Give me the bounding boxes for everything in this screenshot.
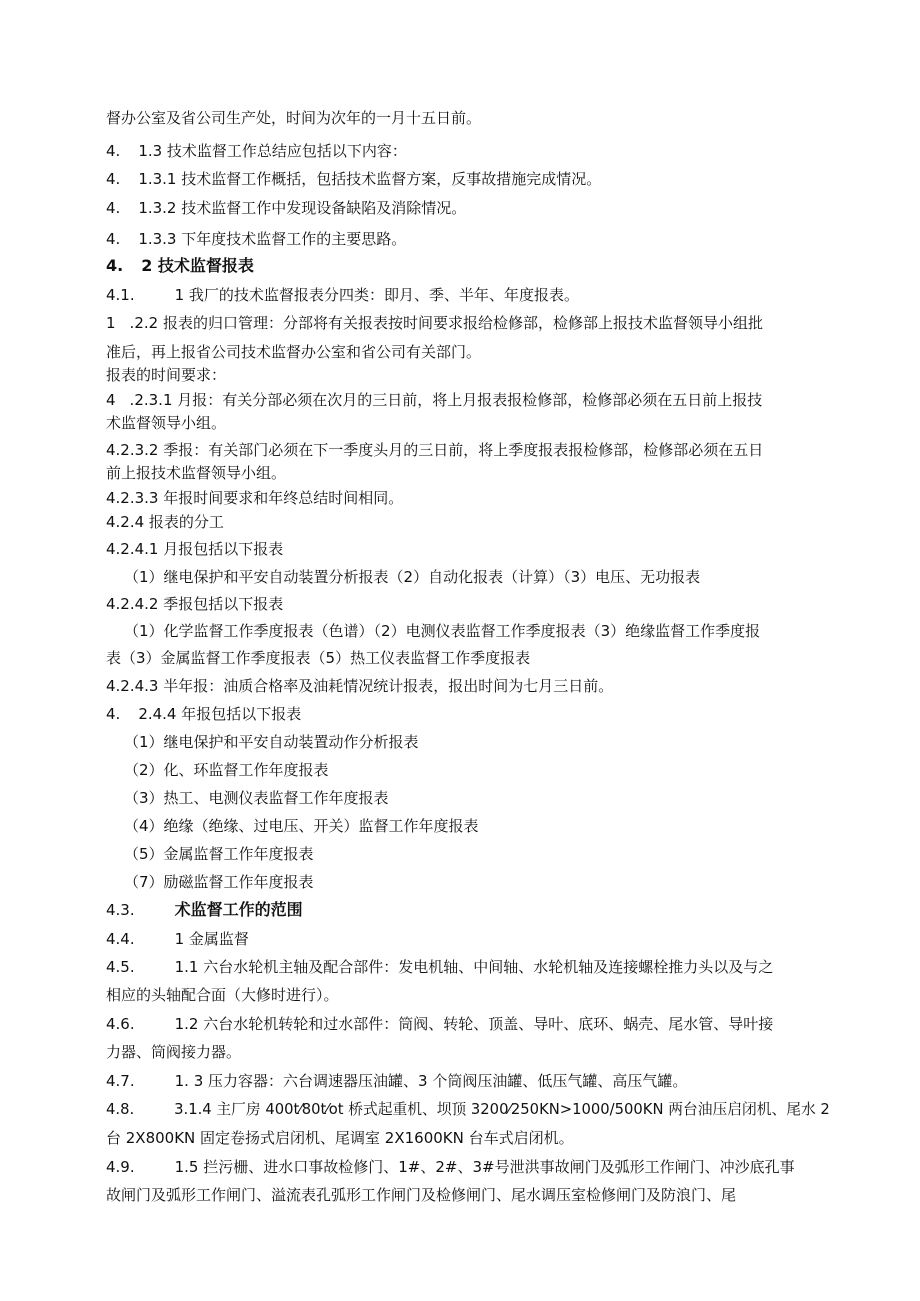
- line-5: 4. 1.3.3 下年度技术监督工作的主要思路。: [106, 230, 407, 248]
- line-14: 前上报技术监督领导小组。: [106, 464, 287, 482]
- line-18: （1）继电保护和平安自动装置分析报表（2）自动化报表（计算）（3）电压、无功报表: [124, 568, 701, 586]
- line-39: 4.9. 1.5 拦污栅、进水口事故检修门、1#、2#、3#号泄洪事故闸门及弧形工作闸门、冲沙底孔事: [106, 1158, 795, 1176]
- line-35: 力器、筒阀接力器。: [106, 1043, 242, 1061]
- line-13: 4.2.3.2 季报：有关部门必须在下一季度头月的三日前，将上季度报表报检修部，检修部必须在五日: [106, 441, 764, 459]
- line-33: 相应的头轴配合面（大修时进行）。: [106, 986, 339, 1004]
- line-11: 4 .2.3.1 月报：有关分部必须在次月的三日前，将上月报表报检修部，检修部必须在五日前上报技: [106, 391, 763, 409]
- line-31: 4.4. 1 金属监督: [106, 930, 249, 948]
- section-heading-4-3: 4.3. 术监督工作的范围: [106, 900, 303, 919]
- line-21: 表（3）金属监督工作季度报表（5）热工仪表监督工作季度报表: [106, 649, 531, 667]
- line-36: 4.7. 1. 3 压力容器：六台调速器压油罐、3 个筒阀压油罐、低压气罐、高压气罐。: [106, 1072, 688, 1090]
- line-38: 台 2X800KN 固定卷扬式启闭机、尾调室 2X1600KN 台车式启闭机。: [106, 1129, 574, 1147]
- line-32: 4.5. 1.1 六台水轮机主轴及配合部件：发电机轴、中间轴、水轮机轴及连接螺栓推力头以及与之: [106, 958, 774, 976]
- line-37: 4.8. 3.1.4 主厂房 400t⁄80t⁄ot 桥式起重机、坝顶 3200⁄250KN>1000/500KN 两台油压启闭机、尾水 2: [106, 1101, 830, 1118]
- section-heading-4-2: 4. 2 技术监督报表: [106, 256, 254, 275]
- line-7: 4.1. 1 我厂的技术监督报表分四类：即月、季、半年、年度报表。: [106, 286, 579, 304]
- line-3: 4. 1.3.1 技术监督工作概括，包括技术监督方案，反事故措施完成情况。: [106, 170, 602, 188]
- line-2: 4. 1.3 技术监督工作总结应包括以下内容：: [106, 142, 407, 160]
- line-1: 督办公室及省公司生产处，时间为次年的一月十五日前。: [106, 109, 482, 127]
- line-16: 4.2.4 报表的分工: [106, 513, 224, 531]
- line-23: 4. 2.4.4 年报包括以下报表: [106, 705, 302, 723]
- line-8: 1 .2.2 报表的归口管理：分部将有关报表按时间要求报给检修部，检修部上报技术监督领导小组批: [106, 314, 763, 332]
- line-17: 4.2.4.1 月报包括以下报表: [106, 540, 284, 558]
- line-29: （7）励磁监督工作年度报表: [124, 873, 314, 891]
- line-15: 4.2.3.3 年报时间要求和年终总结时间相同。: [106, 489, 404, 507]
- line-12: 术监督领导小组。: [106, 414, 227, 432]
- line-40: 故闸门及弧形工作闸门、溢流表孔弧形工作闸门及检修闸门、尾水调压室检修闸门及防浪门、尾: [106, 1186, 737, 1204]
- line-24: （1）继电保护和平安自动装置动作分析报表: [124, 733, 419, 751]
- line-25: （2）化、环监督工作年度报表: [124, 761, 329, 779]
- line-10: 报表的时间要求：: [106, 366, 227, 384]
- line-28: （5）金属监督工作年度报表: [124, 845, 314, 863]
- line-19: 4.2.4.2 季报包括以下报表: [106, 595, 284, 613]
- line-20: （1）化学监督工作季度报表（色谱）（2）电测仪表监督工作季度报表（3）绝缘监督工作季度报: [124, 622, 761, 640]
- line-34: 4.6. 1.2 六台水轮机转轮和过水部件：筒阀、转轮、顶盖、导叶、底环、蜗壳、尾水管、导叶接: [106, 1015, 774, 1033]
- line-22: 4.2.4.3 半年报：油质合格率及油耗情况统计报表，报出时间为七月三日前。: [106, 677, 614, 695]
- line-27: （4）绝缘（绝缘、过电压、开关）监督工作年度报表: [124, 817, 479, 835]
- line-4: 4. 1.3.2 技术监督工作中发现设备缺陷及消除情况。: [106, 199, 467, 217]
- line-9: 准后，再上报省公司技术监督办公室和省公司有关部门。: [106, 343, 482, 361]
- line-26: （3）热工、电测仪表监督工作年度报表: [124, 789, 389, 807]
